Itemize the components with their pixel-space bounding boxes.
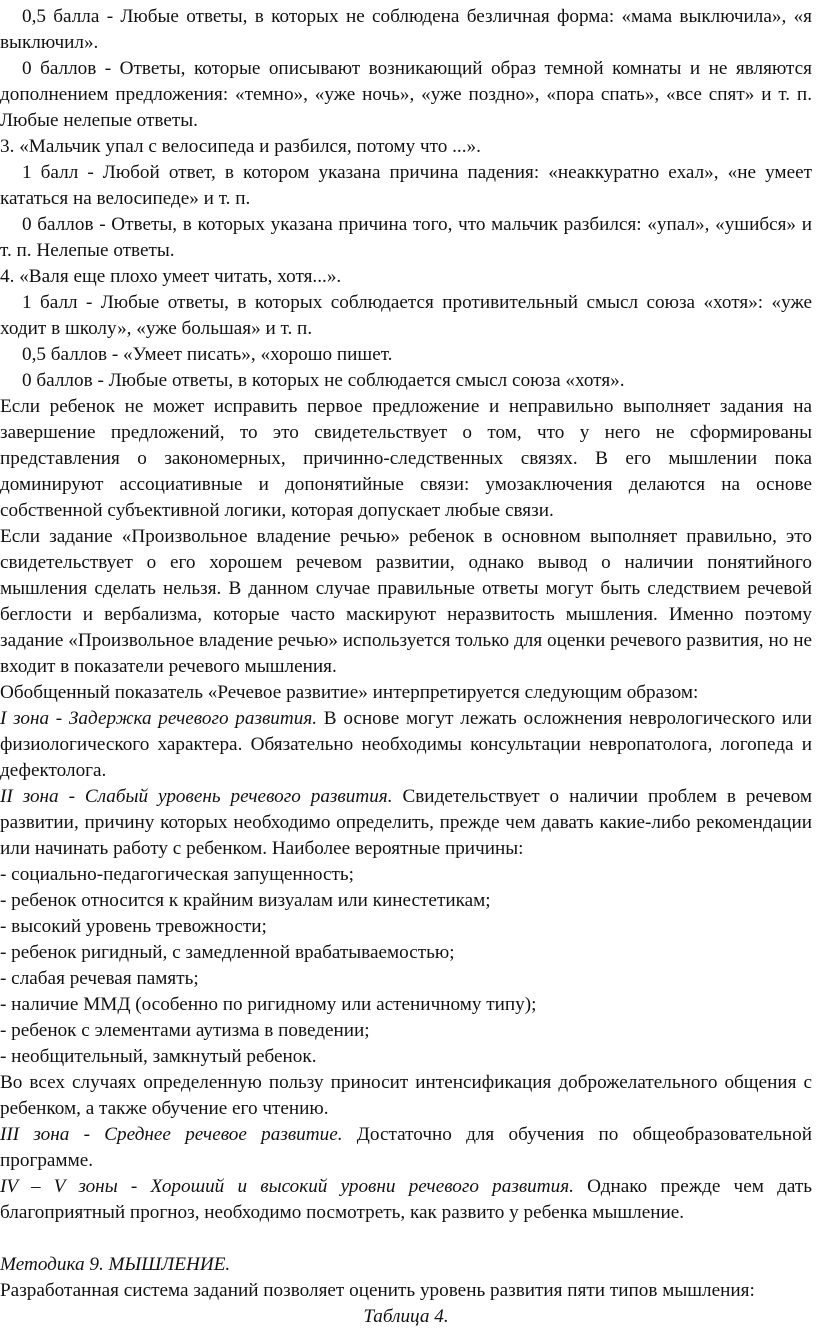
list-item: - ребенок с элементами аутизма в поведении; — [0, 1020, 370, 1041]
paragraph-item-3: 3. «Мальчик упал с велосипеда и разбился, потому что ...». — [0, 136, 481, 157]
zone-3-label: III зона - Среднее речевое развитие. — [0, 1124, 343, 1145]
zone-1-label: I зона - Задержка речевого развития. — [0, 708, 318, 729]
list-item: - слабая речевая память; — [0, 968, 199, 989]
zone-4-5-text: Однако прежде чем дать благоприятный прогноз, необходимо посмотреть, как развито у ребенка мышление. — [0, 1176, 812, 1223]
paragraph-item-4: 4. «Валя еще плохо умеет читать, хотя...». — [0, 266, 342, 287]
paragraph-zone-1 — [0, 706, 812, 784]
paragraph-score-1-c: 1 балл - Любые ответы, в которых соблюдается противительный смысл союза «хотя»: «уже ходит в школу», «уже большая» и т. п. — [0, 292, 812, 339]
paragraph-general-indicator: Обобщенный показатель «Речевое развитие» интерпретируется следующим образом: — [0, 682, 699, 703]
paragraph-zone-2 — [0, 784, 812, 862]
paragraph-all-cases: Во всех случаях определенную пользу приносит интенсификация доброжелательного общения с ребенком, а также обучение его чтению. — [0, 1072, 812, 1119]
paragraph-zone-3 — [0, 1122, 812, 1174]
paragraph-score-0-b: 0 баллов - Ответы, в которых указана причина того, что мальчик разбился: «упал», «ушибся» и т. п. Нелепые ответы. — [0, 214, 812, 261]
list-item: - необщительный, замкнутый ребенок. — [0, 1046, 317, 1067]
list-item: - ребенок ригидный, с замедленной врабатываемостью; — [0, 942, 455, 963]
list-item: - высокий уровень тревожности; — [0, 916, 267, 937]
method-title: Методика 9. МЫШЛЕНИЕ. — [0, 1254, 231, 1275]
zone-1-text: В основе могут лежать осложнения неврологического или физиологического характера. Обязательно необходимы консультации невропатолога, логопеда и дефектолога. — [0, 708, 812, 781]
paragraph-task-system: Разработанная система заданий позволяет оценить уровень развития пяти типов мышления: — [0, 1280, 755, 1301]
paragraph-score-0-c: 0 баллов - Любые ответы, в которых не соблюдается смысл союза «хотя». — [22, 370, 625, 391]
causes-list — [0, 862, 812, 1070]
list-item: - наличие ММД (особенно по ригидному или астеничному типу); — [0, 994, 537, 1015]
paragraph-score-05-a: 0,5 балла - Любые ответы, в которых не соблюдена безличная форма: «мама выключила», «я выключил». — [0, 6, 812, 53]
paragraph-score-05-c: 0,5 баллов - «Умеет писать», «хорошо пишет. — [22, 344, 393, 365]
paragraph-score-1-b: 1 балл - Любой ответ, в котором указана причина падения: «неаккуратно ехал», «не умеет кататься на велосипеде» и т. п. — [0, 162, 812, 209]
list-item: - ребенок относится к крайним визуалам или кинестетикам; — [0, 890, 491, 911]
spacer — [0, 1226, 812, 1252]
zone-4-5-label: IV – V зоны - Хороший и высокий уровни речевого развития. — [0, 1176, 574, 1197]
table-caption: Таблица 4. — [363, 1306, 449, 1327]
list-item: - социально-педагогическая запущенность; — [0, 864, 354, 885]
paragraph-interpretation-1: Если ребенок не может исправить первое предложение и неправильно выполняет задания на завершение предложений, то это свидетельствует о том, что у него не сформированы представления о закономерных, причинно-следственных связях. В его мышлении пока доминируют ассоциативные и допонятийные связи: умозаключения делаются на основе собственной субъективной логики, которая допускает любые связи. — [0, 396, 812, 521]
paragraph-score-0-a: 0 баллов - Ответы, которые описывают возникающий образ темной комнаты и не являются дополнением предложения: «темно», «уже ночь», «уже поздно», «пора спать», «все спят» и т. п. Любые нелепые ответы. — [0, 58, 812, 131]
paragraph-interpretation-2: Если задание «Произвольное владение речью» ребенок в основном выполняет правильно, это свидетельствует о его хорошем речевом развитии, однако вывод о наличии понятийного мышления сделать нельзя. В данном случае правильные ответы могут быть следствием речевой беглости и вербализма, которые часто маскируют неразвитость мышления. Именно поэтому задание «Произвольное владение речью» используется только для оценки речевого развития, но не входит в показатели речевого мышления. — [0, 526, 812, 677]
zone-3-text: Достаточно для обучения по общеобразовательной программе. — [0, 1124, 812, 1171]
zone-2-text: Свидетельствует о наличии проблем в речевом развитии, причину которых необходимо определить, прежде чем давать какие-либо рекомендации или начинать работу с ребенком. Наиболее вероятные причины: — [0, 786, 812, 859]
zone-2-label: II зона - Слабый уровень речевого развития. — [0, 786, 393, 807]
paragraph-zone-4-5 — [0, 1174, 812, 1226]
